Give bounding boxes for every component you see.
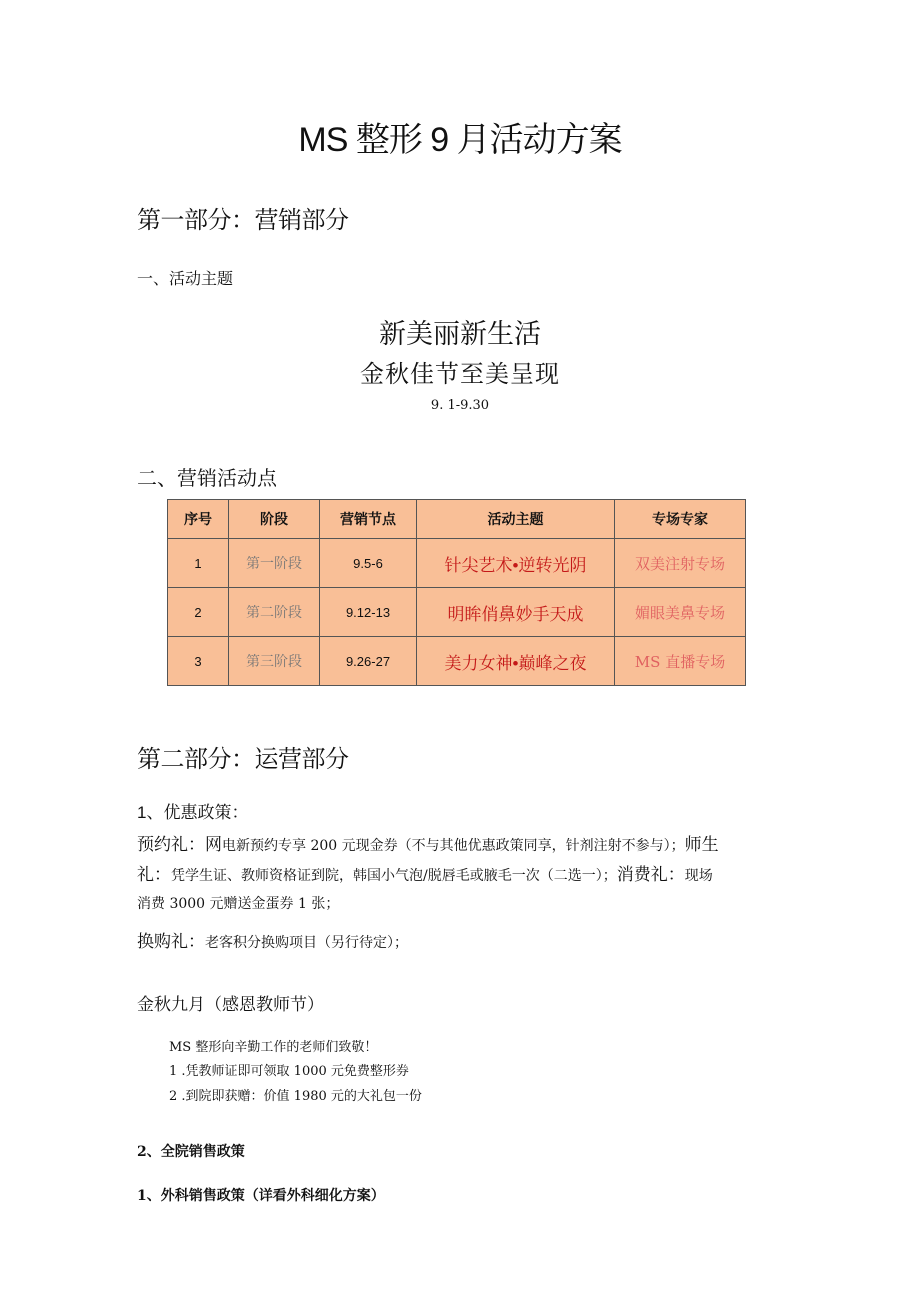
part1-heading: 第一部分：营销部分 xyxy=(137,207,349,234)
policy-line xyxy=(137,830,719,855)
policy-line xyxy=(137,893,339,913)
header-expert: 专场专家 xyxy=(615,500,746,539)
cell-theme: 美力女神•巅峰之夜 xyxy=(417,637,615,686)
policy-line xyxy=(137,860,713,885)
theme-subtitle: 金秋佳节至美呈现 xyxy=(360,360,560,388)
section-theme-heading: 一、活动主题 xyxy=(137,271,234,288)
theme-dates: 9. 1-9.30 xyxy=(430,398,490,413)
cell-index: 3 xyxy=(168,637,229,686)
teacher-student-gift-label-start: 师生 xyxy=(684,835,719,854)
marketing-schedule-table xyxy=(167,499,746,686)
theme-main-title: 新美丽新生活 xyxy=(379,319,541,349)
teacher-student-gift-label-end: 礼： xyxy=(137,865,171,884)
cell-date: 9.12-13 xyxy=(320,588,417,637)
table-header-row xyxy=(168,500,746,539)
document-title: MS 整形 9 月活动方案 xyxy=(298,121,622,159)
list-item: 1 .凭教师证即可领取 1000 元免费整形券 xyxy=(169,1064,409,1079)
part2-heading: 第二部分：运营部分 xyxy=(137,746,349,773)
cell-index: 1 xyxy=(168,539,229,588)
surgery-sales-policy-heading: 1、外科销售政策（详看外科细化方案） xyxy=(137,1188,385,1204)
cell-theme: 明眸俏鼻妙手天成 xyxy=(417,588,615,637)
exchange-gift-text: 老客积分换购项目（另行待定）； xyxy=(205,935,408,951)
discount-policy-heading: 1、优惠政策： xyxy=(137,803,249,822)
booking-gift-label: 预约礼：网 xyxy=(137,835,222,854)
teachers-day-heading: 金秋九月（感恩教师节） xyxy=(137,995,324,1014)
section-marketing-points-heading: 二、营销活动点 xyxy=(137,466,277,490)
cell-expert: 媚眼美鼻专场 xyxy=(615,588,746,637)
cell-stage: 第三阶段 xyxy=(229,637,320,686)
teacher-student-gift-text: 凭学生证、教师资格证到院，韩国小气泡/脱唇毛或腋毛一次（二选一）； xyxy=(171,868,617,884)
sales-policy-heading: 2、全院销售政策 xyxy=(137,1144,245,1160)
spending-gift-text-start: 现场 xyxy=(684,868,713,884)
header-date: 营销节点 xyxy=(320,500,417,539)
exchange-gift-label: 换购礼： xyxy=(137,932,205,951)
cell-stage: 第一阶段 xyxy=(229,539,320,588)
teachers-day-intro: MS 整形向辛勤工作的老师们致敬！ xyxy=(169,1040,378,1055)
cell-index: 2 xyxy=(168,588,229,637)
header-stage: 阶段 xyxy=(229,500,320,539)
cell-expert: 双美注射专场 xyxy=(615,539,746,588)
cell-date: 9.5-6 xyxy=(320,539,417,588)
policy-line xyxy=(137,927,408,952)
spending-gift-text-end: 消费 3000 元赠送金蛋券 1 张； xyxy=(137,896,340,912)
cell-date: 9.26-27 xyxy=(320,637,417,686)
cell-stage: 第二阶段 xyxy=(229,588,320,637)
table-row xyxy=(168,637,746,686)
table-row xyxy=(168,539,746,588)
cell-expert: MS 直播专场 xyxy=(615,637,746,686)
header-theme: 活动主题 xyxy=(417,500,615,539)
booking-gift-text: 电新预约专享 200 元现金券（不与其他优惠政策同享，针剂注射不参与）； xyxy=(222,838,685,854)
cell-theme: 针尖艺术•逆转光阴 xyxy=(417,539,615,588)
header-index: 序号 xyxy=(168,500,229,539)
table-row xyxy=(168,588,746,637)
spending-gift-label: 消费礼： xyxy=(616,865,685,884)
list-item: 2 .到院即获赠：价值 1980 元的大礼包一份 xyxy=(169,1089,422,1104)
